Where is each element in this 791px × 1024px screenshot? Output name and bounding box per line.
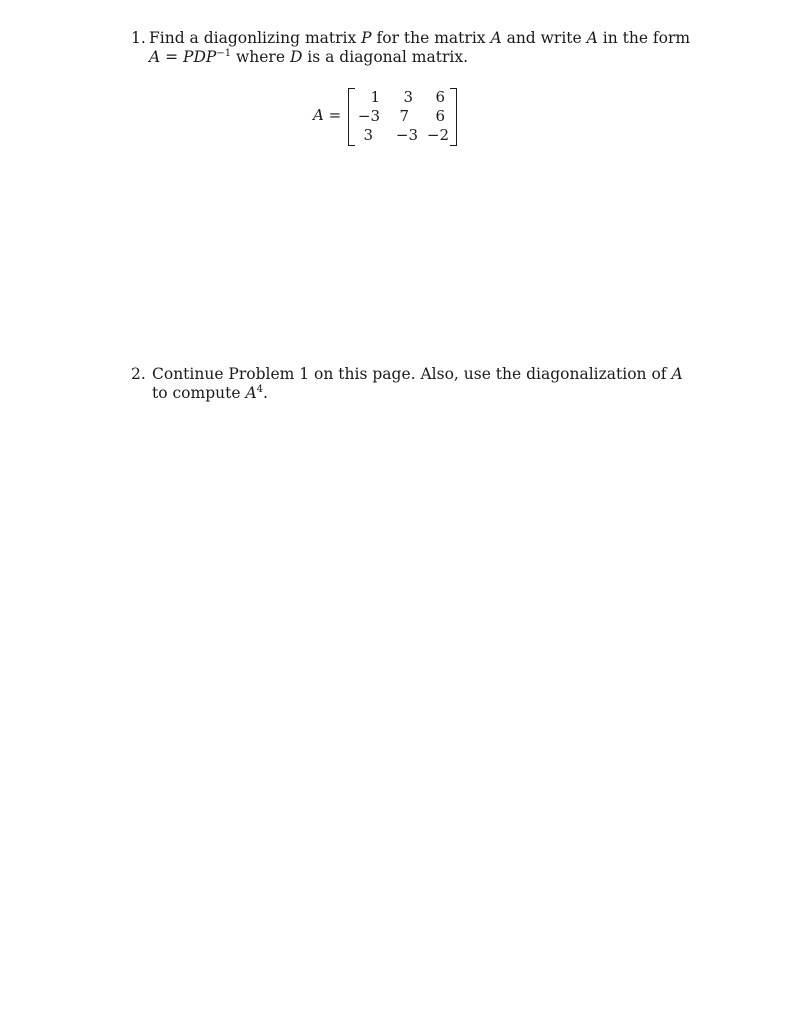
problem-1-number: 1. [131, 29, 146, 47]
problem-1-line-2 [131, 48, 631, 67]
problem-2-line-2 [131, 384, 631, 403]
problem-1-text: is a diagonal matrix. [302, 48, 468, 66]
problem-2-text: . [263, 384, 268, 402]
matrix-a [313, 87, 458, 145]
matrix-lhs: A = [313, 106, 342, 124]
var-d: D [289, 48, 303, 66]
problem-1-text: Find a diagonlizing matrix [149, 29, 362, 47]
inverse-exponent: −1 [216, 48, 232, 59]
problem-2-line-1 [131, 365, 683, 384]
problem-2 [131, 365, 683, 403]
problem-2-text: to compute [152, 384, 246, 402]
factorization-formula: A = PDP [149, 48, 217, 66]
problem-1 [131, 29, 691, 67]
problem-1-text: in the form [597, 29, 691, 47]
right-bracket [450, 88, 457, 146]
problem-1-text: and write [501, 29, 587, 47]
problem-1-line-1 [131, 29, 691, 48]
matrix-cell: 1 [370, 88, 380, 106]
matrix-cell: −3 [395, 126, 418, 144]
matrix-cell: 6 [435, 88, 445, 106]
var-a: A [671, 365, 683, 383]
matrix-cell: 3 [363, 126, 373, 144]
problem-1-text: where [231, 48, 290, 66]
matrix-cell: 6 [435, 107, 445, 125]
matrix-cell: −3 [357, 107, 380, 125]
matrix-cell: −2 [426, 126, 449, 144]
problem-1-text: for the matrix [371, 29, 491, 47]
problem-2-number: 2. [131, 365, 146, 383]
power-base: A [245, 384, 257, 402]
var-p: P [361, 29, 372, 47]
matrix-cell: 3 [403, 88, 413, 106]
matrix-cell: 7 [399, 107, 409, 125]
problem-2-text: Continue Problem 1 on this page. Also, use the diagonalization of [152, 365, 672, 383]
var-a: A [586, 29, 598, 47]
power-exponent: 4 [256, 384, 264, 395]
var-a: A [490, 29, 502, 47]
